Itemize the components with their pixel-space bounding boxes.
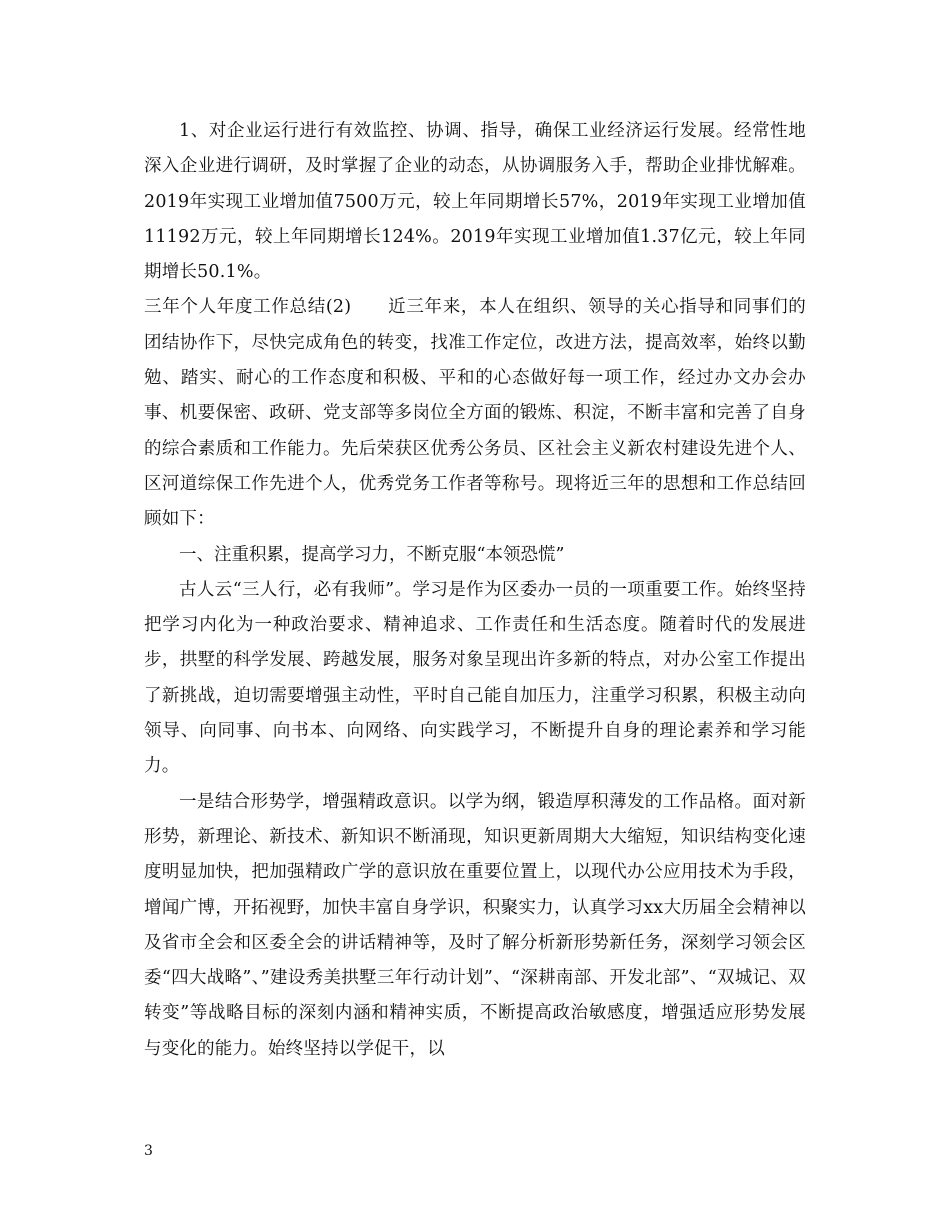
section-heading-study: 一、注重积累，提高学习力，不断克服“本领恐慌” [179, 544, 565, 565]
paragraph-summary-intro: 三年个人年度工作总结(2) 近三年来，本人在组织、领导的关心指导和同事们的团结协作下，尽快完成角色的转变，找准工作定位，改进方法，提高效率，始终以勤勉、踏实、耐心的工作态度和积极、平和的心态做好每一项工作，经过办文办会办事、机要保密、政研、党支部等多岗位全方面的锻炼、积淀，不断丰富和完善了自身的综合素质和工作能力。先后荣获区优秀公务员、区社会主义新农村建设先进个人、区河道综保工作先进个人，优秀党务工作者等称号。现将近三年的思想和工作总结回顾如下： [144, 297, 806, 530]
paragraph-enterprise-monitoring: 1、对企业运行进行有效监控、协调、指导，确保工业经济运行发展。经常性地深入企业进行调研，及时掌握了企业的动态，从协调服务入手，帮助企业排忧解难。2019年实现工业增加值7500万元，较上年同期增长57%，2019年实现工业增加值11192万元，较上年同期增长124%。2019年实现工业增加值1.37亿元，较上年同期增长50.1%。 [144, 121, 806, 283]
paragraph-situation-study: 一是结合形势学，增强精政意识。以学为纲，锻造厚积薄发的工作品格。面对新形势，新理论、新技术、新知识不断涌现，知识更新周期大大缩短，知识结构变化速度明显加快，把加强精政广学的意识放在重要位置上，以现代办公应用技术为手段，增闻广博，开拓视野，加快丰富自身学识，积聚实力，认真学习xx大历届全会精神以及省市全会和区委全会的讲话精神等，及时了解分析新形势新任务，深刻学习领会区委“四大战略”、”建设秀美拱墅三年行动计划”、“深耕南部、开发北部”、“双城记、双转变”等战略目标的深刻内涵和精神实质，不断提高政治敏感度，增强适应形势发展与变化的能力。始终坚持以学促干，以 [144, 791, 806, 1059]
page-number: 3 [144, 1143, 153, 1159]
document-body [144, 114, 806, 1067]
paragraph-learning: 古人云“三人行，必有我师”。学习是作为区委办一员的一项重要工作。始终坚持把学习内化为一种政治要求、精神追求、工作责任和生活态度。随着时代的发展进步，拱墅的科学发展、跨越发展，服务对象呈现出许多新的特点，对办公室工作提出了新挑战，迫切需要增强主动性，平时自己能自加压力，注重学习积累，积极主动向领导、向同事、向书本、向网络、向实践学习，不断提升自身的理论素养和学习能力。 [144, 579, 806, 777]
